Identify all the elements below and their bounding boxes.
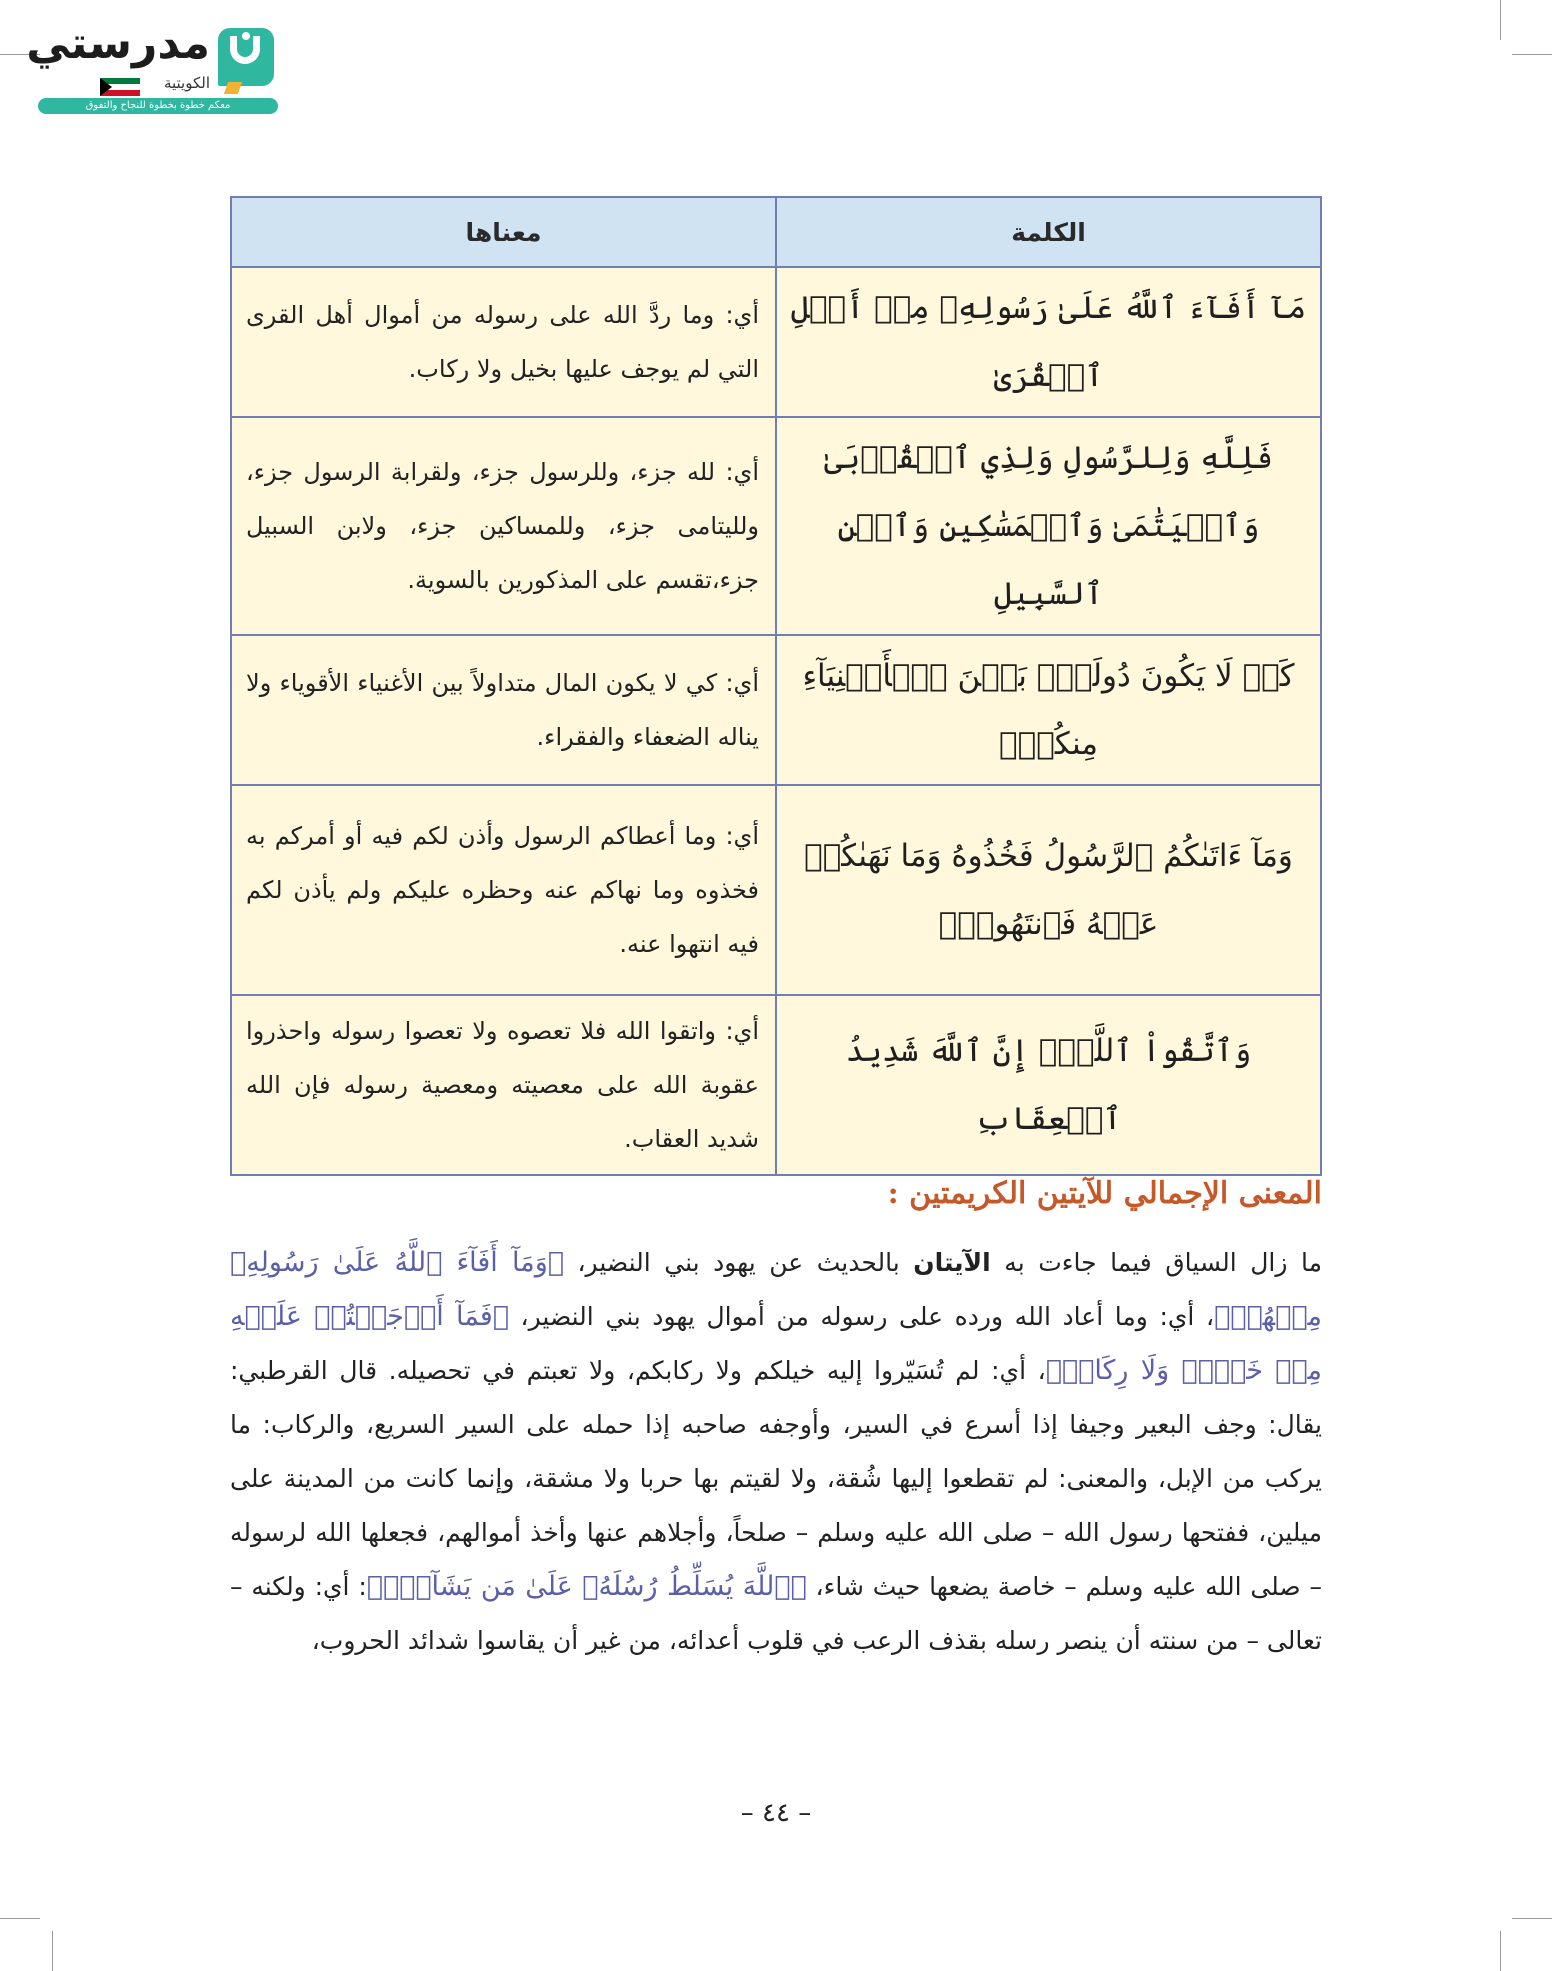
table-row [231,785,1321,995]
crop-mark [1500,0,1501,40]
summary-paragraph [230,1236,1322,1668]
vocabulary-table [230,196,1322,1176]
word-meaning: أي: وما ردَّ الله على رسوله من أموال أهل القرى التي لم يوجف عليها بخيل ولا ركاب. [231,267,776,417]
quran-verse: ﴿ٱللَّهَ يُسَلِّطُ رُسُلَهُۥ عَلَىٰ مَن يَشَآءُۚ﴾ [366,1571,807,1602]
table-row [231,635,1321,785]
quran-word: مَآ أَفَآءَ ٱللَّهُ عَلَىٰ رَسُولِهِۦ مِنۡ أَهۡلِ ٱلۡقُرَىٰ [776,267,1321,417]
quran-word: فَلِلَّهِ وَلِلرَّسُولِ وَلِذِي ٱلۡقُرۡبَىٰ وَٱلۡيَتَٰمَىٰ وَٱلۡمَسَٰكِينِ وَٱبۡنِ ٱلسَّبِيلِ [776,417,1321,635]
table-row [231,267,1321,417]
logo-name: مدرستي [26,18,210,69]
crop-mark [1512,54,1552,55]
word-meaning: أي: كي لا يكون المال متداولاً بين الأغنياء الأقوياء ولا يناله الضعفاء والفقراء. [231,635,776,785]
header-word: الكلمة [776,197,1321,267]
table-row [231,995,1321,1175]
word-meaning: أي: لله جزء، وللرسول جزء، ولقرابة الرسول جزء، ولليتامى جزء، وللمساكين جزء، ولابن السبيل جزء،تقسم على المذكورين بالسوية. [231,417,776,635]
quran-word: وَمَآ ءَاتَىٰكُمُ ٱلرَّسُولُ فَخُذُوهُ وَمَا نَهَىٰكُمۡ عَنۡهُ فَٱنتَهُواْۚ [776,785,1321,995]
quran-verse: ﴿وَمَآ أَفَآءَ ٱللَّهُ عَلَىٰ رَسُولِهِۦ مِنۡهُمۡ﴾ [230,1247,1322,1332]
logo-tagline: معكم خطوة بخطوة للنجاح والتفوق [38,98,278,114]
text-segment: ، أي: وما أعاد الله ورده على رسوله من أموال يهود بني النضير، [508,1302,1215,1331]
page-number: – ٤٤ – [740,1798,812,1828]
crop-mark [52,1931,53,1971]
text-segment: بالحديث عن يهود بني النضير، [563,1248,914,1277]
text-segment: : أي: ولكنه – تعالى – من سنته أن ينصر رسله بقذف الرعب في قلوب أعدائه، من غير أن يقاسوا شدائد الحروب، [230,1572,1322,1655]
quran-verse: ﴿فَمَآ أَوۡجَفۡتُمۡ عَلَيۡهِ مِنۡ خَيۡلٖ وَلَا رِكَابٖ﴾ [230,1301,1322,1386]
header-meaning: معناها [231,197,776,267]
table-header-row [231,197,1321,267]
quran-word: وَٱتَّقُواْ ٱللَّهَۖ إِنَّ ٱللَّهَ شَدِيدُ ٱلۡعِقَابِ [776,995,1321,1175]
quran-word: كَيۡ لَا يَكُونَ دُولَةَۢ بَيۡنَ ٱلۡأَغۡنِيَآءِ مِنكُمۡۚ [776,635,1321,785]
text-segment-bold: الآيتان [913,1248,991,1277]
crop-mark [1512,1918,1552,1919]
section-heading: المعنى الإجمالي للآيتين الكريمتين : [887,1176,1322,1211]
word-meaning: أي: وما أعطاكم الرسول وأذن لكم فيه أو أمركم به فخذوه وما نهاكم عنه وحظره عليكم ولم يأذن لكم فيه انتهوا عنه. [231,785,776,995]
text-segment: ، أي: لم تُسَيّروا إليه خيلكم ولا ركابكم، ولا تعبتم في تحصيله. قال القرطبي: يقال: وجف البعير وجيفا إذا أسرع في السير، وأوجفه صاحبه إذا حمله على السير السريع، والركاب: ما يركب من الإبل، والمعنى: لم تقطعوا إليها شُقة، ولا لقيتم بها حربا ولا مشقة، وإنما كانت من المدينة على ميلين، ففتحها رسول الله – صلى الله عليه وسلم – صلحاً، وأجلاهم عنها وأخذ أموالهم، فجعلها الله لرسوله – صلى الله عليه وسلم – خاصة يضعها حيث شاء، [230,1356,1322,1601]
crop-mark [1500,1931,1501,1971]
logo-subtitle: الكويتية [163,74,210,92]
table-row [231,417,1321,635]
crop-mark [0,1918,40,1919]
word-meaning: أي: واتقوا الله فلا تعصوه ولا تعصوا رسوله واحذروا عقوبة الله على معصيته ومعصية رسوله فإن الله شديد العقاب. [231,995,776,1175]
logo-badge-icon [218,28,274,86]
site-logo [26,18,278,115]
kuwait-flag-icon [100,78,140,96]
text-segment: ما زال السياق فيما جاءت به [990,1248,1322,1277]
